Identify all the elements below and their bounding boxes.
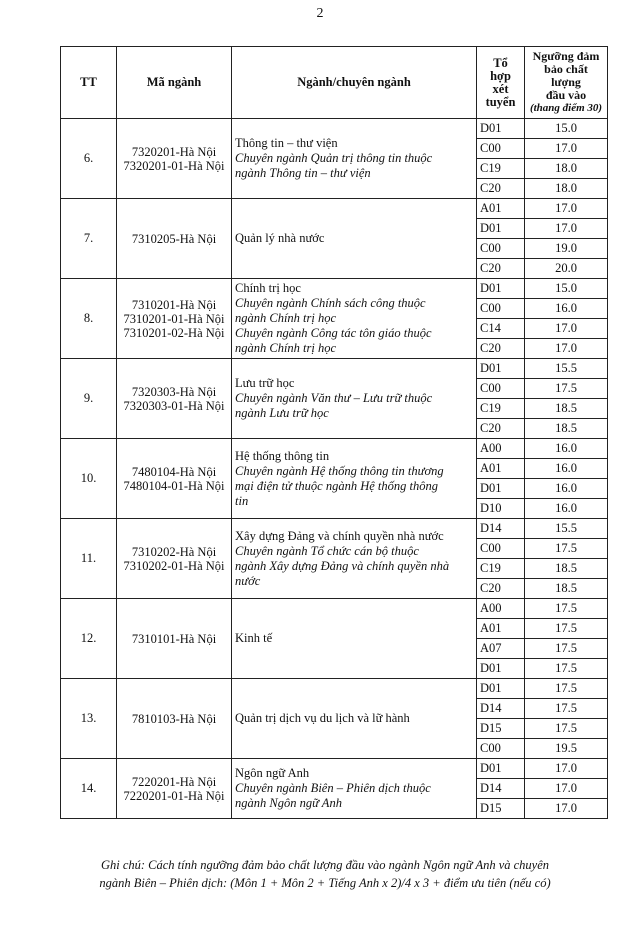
major-code: 7320201-01-Hà Nội xyxy=(123,158,225,173)
subject-combination: C19 xyxy=(477,399,525,419)
major-name: Lưu trữ học xyxy=(235,376,295,390)
subject-combination: D01 xyxy=(477,359,525,379)
header-major-code: Mã ngành xyxy=(117,47,232,119)
row-number: 14. xyxy=(61,759,117,819)
subject-combination: D15 xyxy=(477,799,525,819)
admission-threshold-table xyxy=(60,46,608,819)
subject-combination: D14 xyxy=(477,779,525,799)
subject-combination: C00 xyxy=(477,139,525,159)
threshold-score: 16.0 xyxy=(525,299,608,319)
subject-combination: C00 xyxy=(477,239,525,259)
threshold-score: 17.0 xyxy=(525,219,608,239)
major-name-cell xyxy=(232,519,477,599)
major-code-cell xyxy=(117,599,232,679)
row-number: 8. xyxy=(61,279,117,359)
subject-combination: D10 xyxy=(477,499,525,519)
major-code: 7480104-Hà Nội xyxy=(131,464,217,479)
major-name: Quản lý nhà nước xyxy=(235,231,325,245)
major-code: 7320201-Hà Nội xyxy=(131,144,217,159)
threshold-score: 17.5 xyxy=(525,379,608,399)
major-name-cell xyxy=(232,119,477,199)
footnote xyxy=(60,856,590,892)
subject-combination: C20 xyxy=(477,579,525,599)
table-row xyxy=(61,519,608,539)
specialization-line: nước xyxy=(235,573,261,588)
major-code-cell xyxy=(117,439,232,519)
major-name: Quản trị dịch vụ du lịch và lữ hành xyxy=(235,711,410,725)
threshold-score: 18.0 xyxy=(525,179,608,199)
major-name-cell xyxy=(232,439,477,519)
table-row xyxy=(61,759,608,779)
subject-combination: C00 xyxy=(477,739,525,759)
threshold-score: 17.0 xyxy=(525,759,608,779)
subject-combination: A01 xyxy=(477,459,525,479)
table-header-row xyxy=(61,47,608,119)
table-row xyxy=(61,359,608,379)
subject-combination: A00 xyxy=(477,599,525,619)
threshold-score: 17.5 xyxy=(525,679,608,699)
major-name-cell xyxy=(232,199,477,279)
threshold-score: 17.5 xyxy=(525,719,608,739)
header-major-name: Ngành/chuyên ngành xyxy=(232,47,477,119)
major-code: 7310205-Hà Nội xyxy=(131,231,217,246)
specialization-line: Chuyên ngành Công tác tôn giáo thuộc xyxy=(235,326,432,340)
major-code: 7310202-Hà Nội xyxy=(131,544,217,559)
specialization-line: mại điện tử thuộc ngành Hệ thống thông xyxy=(235,478,438,493)
specialization-line: Chuyên ngành Văn thư – Lưu trữ thuộc xyxy=(235,391,433,405)
header-threshold-line: bảo chất lượng xyxy=(544,62,588,89)
major-code: 7310201-01-Hà Nội xyxy=(123,311,225,326)
threshold-score: 20.0 xyxy=(525,259,608,279)
specialization-line: Chuyên ngành Tổ chức cán bộ thuộc xyxy=(235,543,419,558)
subject-combination: C20 xyxy=(477,179,525,199)
threshold-score: 17.0 xyxy=(525,319,608,339)
threshold-score: 15.0 xyxy=(525,279,608,299)
subject-combination: D01 xyxy=(477,679,525,699)
row-number: 10. xyxy=(61,439,117,519)
major-name-cell xyxy=(232,679,477,759)
threshold-score: 17.0 xyxy=(525,339,608,359)
table-row xyxy=(61,599,608,619)
table-row xyxy=(61,439,608,459)
subject-combination: D01 xyxy=(477,119,525,139)
header-combination-line: hợp xyxy=(490,68,511,83)
major-code: 7480104-01-Hà Nội xyxy=(123,478,225,493)
major-code: 7310201-Hà Nội xyxy=(131,297,217,312)
table-row xyxy=(61,679,608,699)
major-code-cell xyxy=(117,519,232,599)
subject-combination: C14 xyxy=(477,319,525,339)
major-name: Chính trị học xyxy=(235,281,301,295)
header-threshold-note: (thang điểm 30) xyxy=(529,102,603,114)
subject-combination: D15 xyxy=(477,719,525,739)
table-row xyxy=(61,119,608,139)
major-code: 7320303-Hà Nội xyxy=(131,384,217,399)
threshold-score: 19.5 xyxy=(525,739,608,759)
threshold-score: 17.0 xyxy=(525,779,608,799)
major-code: 7220201-01-Hà Nội xyxy=(123,788,225,803)
subject-combination: D01 xyxy=(477,659,525,679)
threshold-score: 17.5 xyxy=(525,639,608,659)
threshold-score: 16.0 xyxy=(525,459,608,479)
major-code: 7220201-Hà Nội xyxy=(131,774,217,789)
specialization-line: Chuyên ngành Chính sách công thuộc xyxy=(235,296,426,310)
header-combination-line: xét xyxy=(492,81,509,96)
subject-combination: C20 xyxy=(477,419,525,439)
page-number: 2 xyxy=(316,6,324,21)
row-number: 13. xyxy=(61,679,117,759)
row-number: 11. xyxy=(61,519,117,599)
subject-combination: D01 xyxy=(477,219,525,239)
header-subject-combination xyxy=(477,47,525,119)
major-code-cell xyxy=(117,279,232,359)
major-code-cell xyxy=(117,359,232,439)
threshold-score: 18.5 xyxy=(525,399,608,419)
threshold-score: 16.0 xyxy=(525,479,608,499)
major-code-cell xyxy=(117,199,232,279)
threshold-score: 15.5 xyxy=(525,519,608,539)
subject-combination: A00 xyxy=(477,439,525,459)
major-code: 7810103-Hà Nội xyxy=(131,711,217,726)
subject-combination: A07 xyxy=(477,639,525,659)
header-combination-line: tuyển xyxy=(485,94,516,109)
subject-combination: D01 xyxy=(477,759,525,779)
threshold-score: 18.5 xyxy=(525,579,608,599)
threshold-score: 16.0 xyxy=(525,499,608,519)
header-threshold xyxy=(525,47,608,119)
subject-combination: D01 xyxy=(477,479,525,499)
specialization-line: ngành Chính trị học xyxy=(235,341,337,355)
threshold-score: 16.0 xyxy=(525,439,608,459)
specialization-line: ngành Lưu trữ học xyxy=(235,406,329,420)
threshold-score: 15.0 xyxy=(525,119,608,139)
major-code-cell xyxy=(117,679,232,759)
major-code: 7320303-01-Hà Nội xyxy=(123,398,225,413)
subject-combination: D14 xyxy=(477,699,525,719)
major-code: 7310201-02-Hà Nội xyxy=(123,325,225,340)
subject-combination: C19 xyxy=(477,159,525,179)
specialization-line: Chuyên ngành Hệ thống thông tin thương xyxy=(235,463,444,478)
specialization-line: Chuyên ngành Biên – Phiên dịch thuộc xyxy=(235,781,431,795)
threshold-score: 17.5 xyxy=(525,539,608,559)
specialization-line: ngành Chính trị học xyxy=(235,311,337,325)
threshold-score: 17.0 xyxy=(525,199,608,219)
row-number: 7. xyxy=(61,199,117,279)
row-number: 12. xyxy=(61,599,117,679)
major-code-cell xyxy=(117,759,232,819)
major-code: 7310101-Hà Nội xyxy=(131,631,217,646)
threshold-score: 17.0 xyxy=(525,139,608,159)
major-name-cell xyxy=(232,359,477,439)
subject-combination: A01 xyxy=(477,619,525,639)
specialization-line: Chuyên ngành Quản trị thông tin thuộc xyxy=(235,151,433,165)
threshold-score: 17.0 xyxy=(525,799,608,819)
table-row xyxy=(61,199,608,219)
specialization-line: ngành Ngôn ngữ Anh xyxy=(235,796,342,810)
major-name: Ngôn ngữ Anh xyxy=(235,766,310,780)
header-threshold-line: đầu vào xyxy=(545,88,587,102)
header-combination-line: Tổ xyxy=(493,55,508,70)
major-code: 7310202-01-Hà Nội xyxy=(123,558,225,573)
header-threshold-line: Ngưỡng đảm xyxy=(532,49,600,63)
major-code-cell xyxy=(117,119,232,199)
threshold-score: 17.5 xyxy=(525,619,608,639)
footnote-line: ngành Biên – Phiên dịch: (Môn 1 + Môn 2 + Tiếng Anh x 2)/4 x 3 + điểm ưu tiên (nếu có) xyxy=(99,876,551,890)
specialization-line: tin xyxy=(235,493,249,508)
threshold-score: 18.5 xyxy=(525,559,608,579)
table-row xyxy=(61,279,608,299)
subject-combination: D14 xyxy=(477,519,525,539)
threshold-score: 15.5 xyxy=(525,359,608,379)
subject-combination: C00 xyxy=(477,539,525,559)
threshold-score: 17.5 xyxy=(525,659,608,679)
specialization-line: ngành Thông tin – thư viện xyxy=(235,166,371,180)
subject-combination: C00 xyxy=(477,299,525,319)
threshold-score: 18.5 xyxy=(525,419,608,439)
major-name: Hệ thống thông tin xyxy=(235,448,330,463)
subject-combination: D01 xyxy=(477,279,525,299)
row-number: 6. xyxy=(61,119,117,199)
threshold-score: 19.0 xyxy=(525,239,608,259)
specialization-line: ngành Xây dựng Đảng và chính quyền nhà xyxy=(235,558,450,573)
table-body xyxy=(61,119,608,819)
row-number: 9. xyxy=(61,359,117,439)
subject-combination: A01 xyxy=(477,199,525,219)
subject-combination: C00 xyxy=(477,379,525,399)
subject-combination: C19 xyxy=(477,559,525,579)
threshold-score: 17.5 xyxy=(525,699,608,719)
major-name: Xây dựng Đảng và chính quyền nhà nước xyxy=(235,528,444,543)
major-name-cell xyxy=(232,599,477,679)
header-tt: TT xyxy=(61,47,117,119)
major-name-cell xyxy=(232,279,477,359)
footnote-line: Ghi chú: Cách tính ngưỡng đảm bảo chất lượng đầu vào ngành Ngôn ngữ Anh và chuyên xyxy=(100,858,550,872)
major-name-cell xyxy=(232,759,477,819)
subject-combination: C20 xyxy=(477,339,525,359)
threshold-score: 17.5 xyxy=(525,599,608,619)
subject-combination: C20 xyxy=(477,259,525,279)
major-name: Kinh tế xyxy=(235,631,273,645)
threshold-score: 18.0 xyxy=(525,159,608,179)
major-name: Thông tin – thư viện xyxy=(235,136,338,150)
